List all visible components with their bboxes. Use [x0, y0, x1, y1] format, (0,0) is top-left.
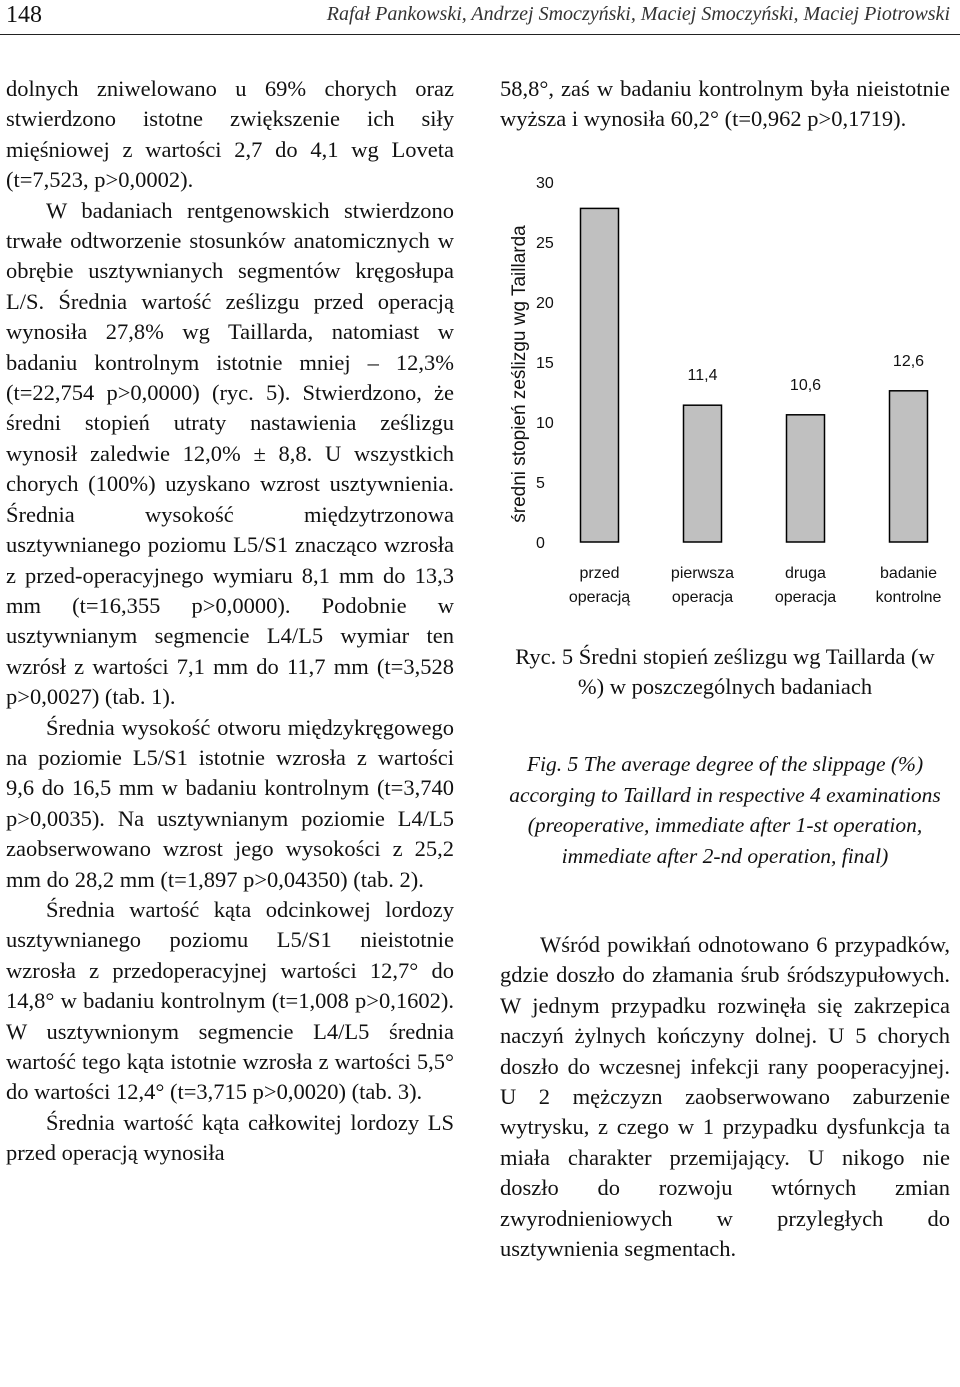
left-paragraph-1: dolnych zniwelowano u 69% chorych oraz stwierdzono istotne zwiększenie ich siły mięśniowej z wartości 2,7 do 4,1 wg Loveta (t=7,523, p>0,0002). [6, 76, 454, 193]
bar-chart [498, 170, 960, 640]
left-column [6, 74, 454, 1169]
right-column-bottom [500, 930, 950, 1264]
left-paragraph-2: W badaniach rentgenowskich stwierdzono trwałe odtworzenie stosunków anatomicznych w obrębie usztywnianych segmentów kręgosłupa L/S. Średnia wartość ześlizgu przed operacją wynosiła 27,8% wg Taillarda, natomiast w badaniu kontrolnym istotnie mniej – 12,3% (t=22,754 p>0,0000) (ryc. 5). Stwierdzono, że średni stopień utraty nastawienia ześlizgu wynosił zaledwie 12,0% ± 8,8. U wszystkich chorych (100%) uzyskano wzrost usztywnienia. Średnia wysokość międzytrzonowa usztywnianego poziomu L5/S1 znacząco wzrosła z przed-operacyjnego wymiaru 8,1 mm do 13,3 mm (t=16,355 p>0,0000). Podobnie w usztywnianym segmencie L4/L5 wymiar ten wzrósł z wartości 7,1 mm do 11,7 mm (t=3,528 p>0,0027) (tab. 1). [6, 197, 454, 710]
x-tick-label: kontrolne [875, 589, 942, 606]
figure-caption-english: Fig. 5 The average degree of the slippage (%) accorging to Taillard in respective 4 examinations (preoperative, immediate after 1-st operation, immediate after 2-nd operation, final) [509, 752, 941, 868]
left-paragraph-5: Średnia wartość kąta całkowitej lordozy LS przed operacją wynosiła [6, 1109, 454, 1166]
x-tick-label: operacja [671, 589, 734, 606]
y-tick-label: 10 [536, 415, 554, 432]
bar-data-label: 10,6 [789, 376, 822, 394]
y-tick-label: 0 [536, 535, 545, 552]
bar [684, 405, 722, 542]
left-paragraph-4: Średnia wartość kąta odcinkowej lordozy usztywnianego poziomu L5/S1 nieistotnie wzrosła z przedoperacyjnej wartości 12,7° do 14,8° w badaniu kontrolnym (t=1,008 p>0,1602). W usztywnionym segmencie L4/L5 średnia wartość tego kąta istotnie wzrosła z wartości 5,5° do wartości 12,4° (t=3,715 p>0,0020) (tab. 3). [6, 896, 454, 1105]
x-tick-label: operacją [568, 589, 631, 606]
right-top-text: 58,8°, zaś w badaniu kontrolnym była nieistotnie wyższa i wynosiła 60,2° (t=0,962 p>0,1719). [500, 76, 950, 132]
y-axis-title: średni stopień ześlizgu wg Taillarda [509, 225, 530, 523]
x-tick-label: druga [785, 565, 826, 582]
bar [581, 208, 619, 542]
figure-5-chart [498, 170, 960, 640]
complications-paragraph: Wśród powikłań odnotowano 6 przypadków, gdzie doszło do złamania śrub śródszypułowych. W jednym przypadku rozwinęła się zakrzepica naczyń żylnych kończyny dolnej. U 5 chorych doszło do wczesnej infekcji rany pooperacyjnej. U 2 mężczyzn zaobserwowano zaburzenie wytrysku, z czego w 1 przypadku dysfunkcja ta miała charakter przemijający. U nikogo nie doszło do rozwoju wtórnych zmian zwyrodnieniowych w przyległych do usztywnienia segmentach. [500, 932, 950, 1262]
page-number: 148 [6, 2, 42, 28]
bar-data-label: 11,4 [687, 367, 718, 385]
running-head-authors: Rafał Pankowski, Andrzej Smoczyński, Maciej Smoczyński, Maciej Piotrowski [326, 3, 950, 25]
page-header [0, 0, 960, 35]
x-tick-label: badanie [880, 565, 937, 582]
left-paragraph-3: Średnia wysokość otworu międzykręgowego na poziomie L5/S1 istotnie wzrosła z wartości 9,6 do 16,5 mm w badaniu kontrolnym (t=3,740 p>0,0035). Na usztywnianym poziomie L4/L5 zaobserwowano wzrost jego wysokości z 25,2 mm do 28,2 mm (t=1,897 p>0,04350) (tab. 2). [6, 714, 454, 892]
bar [787, 415, 825, 542]
x-tick-label: przed [579, 565, 620, 582]
y-tick-label: 25 [536, 235, 554, 252]
x-tick-label: operacja [774, 589, 837, 606]
figure-caption-polish: Ryc. 5 Średni stopień ześlizgu wg Taillarda (w %) w poszczególnych badaniach [515, 644, 935, 700]
y-tick-label: 30 [536, 175, 554, 192]
y-tick-label: 20 [536, 295, 554, 312]
right-column-top [500, 74, 950, 135]
bar [890, 391, 928, 542]
bar-data-label: 12,6 [892, 352, 925, 370]
y-tick-label: 15 [536, 355, 554, 372]
y-tick-label: 5 [536, 475, 545, 492]
x-tick-label: pierwsza [670, 565, 735, 582]
